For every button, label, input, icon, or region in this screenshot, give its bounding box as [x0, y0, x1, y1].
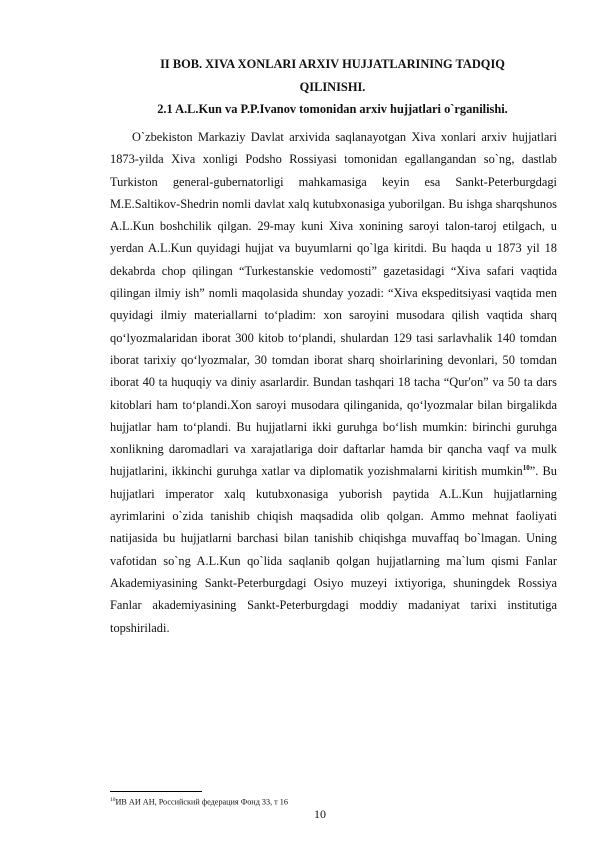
- footnote: [110, 795, 288, 808]
- body-paragraph: [110, 126, 557, 639]
- footnote-reference: 10: [522, 464, 530, 473]
- footnote-text: ИВ АИ АН, Российский федерация Фонд 33, т 16: [115, 797, 288, 807]
- body-text-main: O`zbekiston Markaziy Davlat arxivida saqlanayotgan Xiva xonlari arxiv hujjatlari 1873-yilda Xiva xonligi Podsho Rossiyasi tomonidan egallangandan so`ng, dastlab Turkiston general-gubernatorligi mahkamasiga keyin esa Sankt-Peterburgdagi M.E.Saltikov-Shedrin nomli davlat xalq kutubxonasiga yuborilgan. Bu ishga sharqshunos A.L.Kun boshchilik qilgan. 29-may kuni Xiva xonining saroyi talon-taroj etilgach, u yerdan A.L.Kun quyidagi hujjat va buyumlarni qo`lga kiritdi. Bu haqda u 1873 yil 18 dekabrda chop qilingan “Turkestanskie vedomosti” gazetasidagi “Xiva safari vaqtida qilingan ilmiy ish” nomli maqolasida shunday yozadi: “Xiva ekspeditsiyasi vaqtida men quyidagi ilmiy materiallarni to‘pladim: xon saroyini musodara qilish vaqtida sharq qo‘lyozmalaridan iborat 300 kitob to‘plandi, shulardan 129 tasi sarlavhalik 140 tomdan iborat tarixiy qo‘lyozmalar, 30 tomdan iborat sharq shoirlarining devonlari, 50 tomdan iborat 40 ta huquqiy va diniy asarlardir. Bundan tashqari 18 tacha “Qur'on” va 50 ta dars kitoblari ham to‘plandi.Xon saroyi musodara qilinganida, qo‘lyozmalar bilan birgalikda hujjatlar ham to‘plandi. Bu hujjatlarni ikki guruhga bo‘lish mumkin: birinchi guruhga xonlikning daromadlari va xarajatlariga doir daftarlar hamda bir qancha vaqf va mulk hujjatlarini, ikkinchi guruhga xatlar va diplomatik yozishmalarni kiritish mumkin: [110, 130, 557, 479]
- footnote-number: 10: [110, 797, 116, 803]
- chapter-title-line-2: QILINISHI.: [299, 80, 366, 94]
- footnote-separator: [110, 791, 202, 792]
- page-number: 10: [314, 807, 326, 821]
- chapter-title-line-1: II BOB. XIVA XONLARI ARXIV HUJJATLARINING TADQIQ: [160, 57, 505, 71]
- section-title: 2.1 A.L.Kun va P.P.Ivanov tomonidan arxiv hujjatlari o`rganilishi.: [157, 102, 508, 116]
- body-text-tail: ”. Bu hujjatlari imperator xalq kutubxonasiga yuborish paytida A.L.Kun hujjatlarning ayrimlarini o`zida tanishib chiqish maqsadida olib qolgan. Ammo mehnat faoliyati natijasida bu hujjatlarni barchasi bilan tanishib chiqishga muvaffaq bo`lmagan. Uning vafotidan so`ng A.L.Kun qo`lida saqlanib qolgan hujjatlarning ma`lum qismi Fanlar Akademiyasining Sankt-Peterburgdagi Osiyo muzeyi ixtiyoriga, shuningdek Rossiya Fanlar akademiyasining Sankt-Peterburgdagi moddiy madaniyat tarixi institutiga topshiriladi.: [110, 464, 558, 635]
